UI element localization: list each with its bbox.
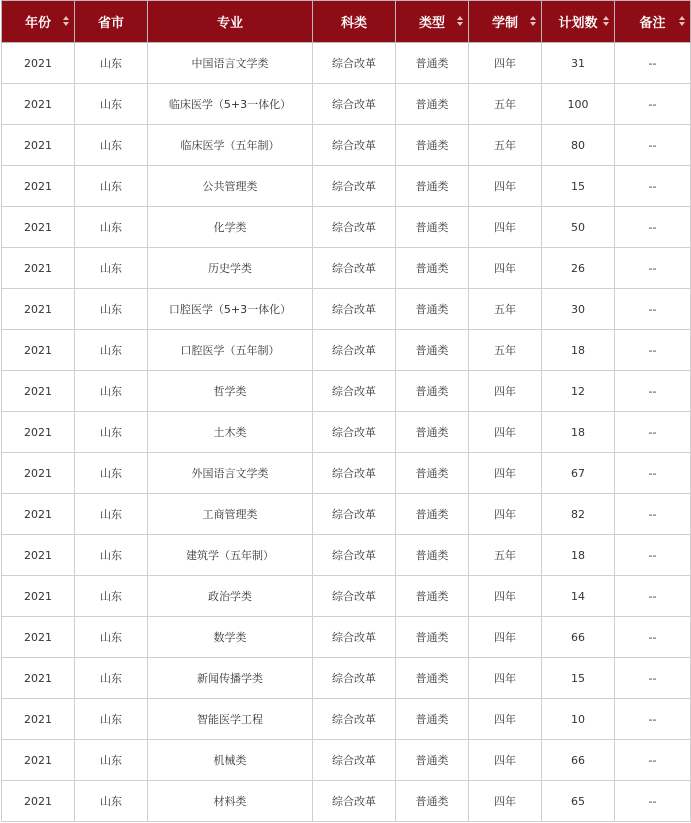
cell-duration: 四年 (469, 412, 542, 453)
cell-type: 普通类 (396, 371, 469, 412)
cell-major: 外国语言文学类 (148, 453, 313, 494)
sort-arrows-icon[interactable] (678, 16, 686, 28)
cell-province: 山东 (75, 84, 148, 125)
cell-major: 口腔医学（5+3一体化） (148, 289, 313, 330)
sort-descending-icon (530, 22, 536, 26)
cell-type: 普通类 (396, 207, 469, 248)
cell-duration: 四年 (469, 248, 542, 289)
cell-year: 2021 (2, 289, 75, 330)
column-header-year[interactable] (2, 1, 75, 43)
cell-province: 山东 (75, 330, 148, 371)
cell-plan-count: 66 (542, 740, 615, 781)
table-body (2, 43, 691, 822)
cell-type: 普通类 (396, 781, 469, 822)
cell-subject-category: 综合改革 (313, 125, 396, 166)
cell-type: 普通类 (396, 658, 469, 699)
sort-arrows-icon[interactable] (62, 16, 70, 28)
cell-province: 山东 (75, 699, 148, 740)
cell-subject-category: 综合改革 (313, 248, 396, 289)
table-row (2, 125, 691, 166)
cell-subject-category: 综合改革 (313, 207, 396, 248)
cell-type: 普通类 (396, 289, 469, 330)
cell-type: 普通类 (396, 699, 469, 740)
cell-plan-count: 30 (542, 289, 615, 330)
sort-arrows-icon[interactable] (602, 16, 610, 28)
cell-year: 2021 (2, 84, 75, 125)
table-row (2, 658, 691, 699)
cell-subject-category: 综合改革 (313, 535, 396, 576)
cell-year: 2021 (2, 617, 75, 658)
cell-plan-count: 15 (542, 166, 615, 207)
column-header-plan-count[interactable] (542, 1, 615, 43)
cell-duration: 四年 (469, 43, 542, 84)
sort-descending-icon (63, 22, 69, 26)
cell-remarks: -- (615, 699, 691, 740)
table-row (2, 289, 691, 330)
table-row (2, 371, 691, 412)
cell-duration: 五年 (469, 535, 542, 576)
cell-major: 材料类 (148, 781, 313, 822)
cell-major: 土木类 (148, 412, 313, 453)
cell-province: 山东 (75, 207, 148, 248)
enrollment-plan-table (1, 0, 691, 822)
cell-duration: 五年 (469, 84, 542, 125)
column-header-label: 类型 (418, 16, 445, 31)
cell-subject-category: 综合改革 (313, 576, 396, 617)
cell-remarks: -- (615, 576, 691, 617)
cell-year: 2021 (2, 699, 75, 740)
table-row (2, 453, 691, 494)
table-row (2, 576, 691, 617)
cell-plan-count: 100 (542, 84, 615, 125)
cell-major: 数学类 (148, 617, 313, 658)
cell-year: 2021 (2, 535, 75, 576)
cell-major: 哲学类 (148, 371, 313, 412)
sort-descending-icon (457, 22, 463, 26)
cell-province: 山东 (75, 781, 148, 822)
cell-major: 政治学类 (148, 576, 313, 617)
cell-type: 普通类 (396, 166, 469, 207)
table-row (2, 617, 691, 658)
cell-subject-category: 综合改革 (313, 289, 396, 330)
cell-major: 公共管理类 (148, 166, 313, 207)
cell-province: 山东 (75, 412, 148, 453)
cell-province: 山东 (75, 125, 148, 166)
cell-plan-count: 10 (542, 699, 615, 740)
table-row (2, 248, 691, 289)
cell-major: 历史学类 (148, 248, 313, 289)
cell-type: 普通类 (396, 453, 469, 494)
cell-remarks: -- (615, 43, 691, 84)
cell-year: 2021 (2, 412, 75, 453)
column-header-remarks[interactable] (615, 1, 691, 43)
cell-province: 山东 (75, 740, 148, 781)
cell-remarks: -- (615, 125, 691, 166)
cell-remarks: -- (615, 617, 691, 658)
cell-type: 普通类 (396, 494, 469, 535)
table-row (2, 412, 691, 453)
sort-descending-icon (679, 22, 685, 26)
table-header (2, 1, 691, 43)
cell-type: 普通类 (396, 576, 469, 617)
cell-subject-category: 综合改革 (313, 330, 396, 371)
cell-remarks: -- (615, 166, 691, 207)
cell-year: 2021 (2, 453, 75, 494)
cell-remarks: -- (615, 453, 691, 494)
cell-remarks: -- (615, 781, 691, 822)
cell-province: 山东 (75, 535, 148, 576)
table-row (2, 781, 691, 822)
cell-subject-category: 综合改革 (313, 371, 396, 412)
column-header-label: 学制 (491, 16, 518, 31)
cell-province: 山东 (75, 617, 148, 658)
cell-year: 2021 (2, 125, 75, 166)
cell-plan-count: 15 (542, 658, 615, 699)
cell-year: 2021 (2, 740, 75, 781)
cell-type: 普通类 (396, 535, 469, 576)
cell-plan-count: 18 (542, 412, 615, 453)
cell-plan-count: 50 (542, 207, 615, 248)
cell-type: 普通类 (396, 125, 469, 166)
cell-major: 工商管理类 (148, 494, 313, 535)
cell-plan-count: 31 (542, 43, 615, 84)
cell-subject-category: 综合改革 (313, 453, 396, 494)
cell-major: 口腔医学（五年制） (148, 330, 313, 371)
cell-duration: 四年 (469, 453, 542, 494)
column-header-label: 科类 (340, 16, 367, 31)
cell-subject-category: 综合改革 (313, 781, 396, 822)
cell-plan-count: 65 (542, 781, 615, 822)
cell-year: 2021 (2, 330, 75, 371)
table-row (2, 330, 691, 371)
table-row (2, 166, 691, 207)
table-row (2, 84, 691, 125)
cell-remarks: -- (615, 535, 691, 576)
table-row (2, 699, 691, 740)
cell-duration: 五年 (469, 330, 542, 371)
cell-year: 2021 (2, 248, 75, 289)
cell-subject-category: 综合改革 (313, 699, 396, 740)
cell-remarks: -- (615, 84, 691, 125)
cell-type: 普通类 (396, 248, 469, 289)
column-header-type[interactable] (396, 1, 469, 43)
sort-ascending-icon (603, 16, 609, 20)
cell-subject-category: 综合改革 (313, 740, 396, 781)
cell-remarks: -- (615, 658, 691, 699)
cell-remarks: -- (615, 740, 691, 781)
sort-ascending-icon (530, 16, 536, 20)
table-row (2, 494, 691, 535)
cell-remarks: -- (615, 494, 691, 535)
table-row (2, 207, 691, 248)
table-row (2, 535, 691, 576)
cell-subject-category: 综合改革 (313, 412, 396, 453)
cell-province: 山东 (75, 289, 148, 330)
cell-major: 临床医学（五年制） (148, 125, 313, 166)
column-header-duration[interactable] (469, 1, 542, 43)
cell-plan-count: 80 (542, 125, 615, 166)
cell-duration: 四年 (469, 699, 542, 740)
cell-subject-category: 综合改革 (313, 84, 396, 125)
sort-ascending-icon (63, 16, 69, 20)
table-row (2, 43, 691, 84)
cell-major: 中国语言文学类 (148, 43, 313, 84)
cell-subject-category: 综合改革 (313, 658, 396, 699)
cell-subject-category: 综合改革 (313, 494, 396, 535)
cell-duration: 五年 (469, 289, 542, 330)
cell-subject-category: 综合改革 (313, 166, 396, 207)
sort-ascending-icon (679, 16, 685, 20)
cell-year: 2021 (2, 207, 75, 248)
cell-remarks: -- (615, 289, 691, 330)
cell-plan-count: 12 (542, 371, 615, 412)
cell-duration: 四年 (469, 576, 542, 617)
cell-type: 普通类 (396, 43, 469, 84)
sort-arrows-icon[interactable] (529, 16, 537, 28)
cell-plan-count: 66 (542, 617, 615, 658)
cell-remarks: -- (615, 248, 691, 289)
cell-major: 新闻传播学类 (148, 658, 313, 699)
cell-remarks: -- (615, 412, 691, 453)
cell-type: 普通类 (396, 84, 469, 125)
column-header-label: 省市 (97, 16, 124, 31)
column-header-label: 计划数 (558, 16, 598, 31)
sort-arrows-icon[interactable] (456, 16, 464, 28)
cell-remarks: -- (615, 371, 691, 412)
cell-province: 山东 (75, 166, 148, 207)
cell-major: 智能医学工程 (148, 699, 313, 740)
cell-subject-category: 综合改革 (313, 617, 396, 658)
cell-province: 山东 (75, 371, 148, 412)
cell-year: 2021 (2, 494, 75, 535)
cell-major: 机械类 (148, 740, 313, 781)
cell-duration: 四年 (469, 781, 542, 822)
cell-duration: 四年 (469, 658, 542, 699)
sort-descending-icon (603, 22, 609, 26)
cell-duration: 四年 (469, 207, 542, 248)
cell-remarks: -- (615, 330, 691, 371)
column-header-label: 专业 (216, 16, 243, 31)
column-header-major (148, 1, 313, 43)
table-row (2, 740, 691, 781)
cell-year: 2021 (2, 576, 75, 617)
cell-duration: 四年 (469, 166, 542, 207)
cell-plan-count: 26 (542, 248, 615, 289)
cell-year: 2021 (2, 658, 75, 699)
column-header-label: 备注 (639, 16, 666, 31)
column-header-subject-category (313, 1, 396, 43)
cell-year: 2021 (2, 781, 75, 822)
cell-duration: 四年 (469, 494, 542, 535)
cell-plan-count: 67 (542, 453, 615, 494)
sort-ascending-icon (457, 16, 463, 20)
cell-province: 山东 (75, 453, 148, 494)
cell-plan-count: 18 (542, 535, 615, 576)
cell-year: 2021 (2, 43, 75, 84)
cell-duration: 五年 (469, 125, 542, 166)
cell-major: 建筑学（五年制） (148, 535, 313, 576)
cell-year: 2021 (2, 166, 75, 207)
cell-year: 2021 (2, 371, 75, 412)
cell-province: 山东 (75, 494, 148, 535)
cell-province: 山东 (75, 658, 148, 699)
cell-plan-count: 14 (542, 576, 615, 617)
cell-type: 普通类 (396, 617, 469, 658)
cell-type: 普通类 (396, 740, 469, 781)
cell-subject-category: 综合改革 (313, 43, 396, 84)
cell-major: 化学类 (148, 207, 313, 248)
cell-plan-count: 82 (542, 494, 615, 535)
cell-type: 普通类 (396, 330, 469, 371)
header-row (2, 1, 691, 43)
cell-duration: 四年 (469, 617, 542, 658)
cell-remarks: -- (615, 207, 691, 248)
column-header-label: 年份 (24, 16, 51, 31)
column-header-province (75, 1, 148, 43)
cell-duration: 四年 (469, 371, 542, 412)
cell-province: 山东 (75, 248, 148, 289)
cell-plan-count: 18 (542, 330, 615, 371)
cell-province: 山东 (75, 43, 148, 84)
cell-duration: 四年 (469, 740, 542, 781)
cell-major: 临床医学（5+3一体化） (148, 84, 313, 125)
cell-type: 普通类 (396, 412, 469, 453)
cell-province: 山东 (75, 576, 148, 617)
